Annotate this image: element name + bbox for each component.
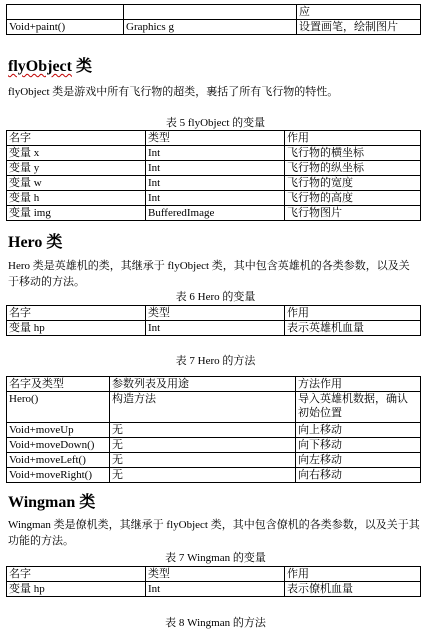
table-cell: 向左移动	[296, 453, 421, 468]
table-cell: Int	[146, 176, 285, 191]
wingman-variables-table	[6, 566, 421, 597]
column-header: 类型	[146, 306, 285, 321]
table-cell: Int	[146, 161, 285, 176]
column-header: 方法作用	[296, 377, 421, 392]
table-row	[7, 5, 421, 20]
table-cell: Int	[146, 321, 285, 336]
table-cell: Graphics g	[124, 20, 297, 35]
table-header-row	[7, 131, 421, 146]
table-cell: 变量 w	[7, 176, 146, 191]
table-row	[7, 582, 421, 597]
table-cell: 应	[297, 5, 421, 20]
column-header: 作用	[285, 306, 421, 321]
table-cell: 表示僚机血量	[285, 582, 421, 597]
table-cell: Void+paint()	[7, 20, 124, 35]
table-cell: 无	[110, 423, 296, 438]
table-cell: 无	[110, 453, 296, 468]
table7-caption: 表 7 Hero 的方法	[175, 355, 256, 367]
hero-paragraph: Hero 类是英雄机的类，其继承于 flyObject 类，其中包含英雄机的各类参数，以及关于移动的方法。	[8, 260, 410, 288]
column-header: 名字	[7, 567, 146, 582]
table-header-row	[7, 306, 421, 321]
paint-method-table	[6, 4, 421, 35]
heading-suffix: 类	[75, 494, 96, 511]
table-cell: 变量 hp	[7, 321, 146, 336]
table-cell: 变量 img	[7, 206, 146, 221]
table-row	[7, 453, 421, 468]
column-header: 名字	[7, 306, 146, 321]
column-header: 类型	[146, 567, 285, 582]
table7-wingman-caption: 表 7 Wingman 的变量	[165, 552, 266, 564]
column-header: 作用	[285, 567, 421, 582]
column-header: 名字及类型	[7, 377, 110, 392]
table-cell: 飞行物图片	[285, 206, 421, 221]
table-cell: 飞行物的宽度	[285, 176, 421, 191]
table-cell: 无	[110, 438, 296, 453]
column-header: 名字	[7, 131, 146, 146]
flyobject-variables-table	[6, 130, 421, 221]
table-cell: 变量 x	[7, 146, 146, 161]
table-cell: 向右移动	[296, 468, 421, 483]
table-header-row	[7, 377, 421, 392]
table-row	[7, 161, 421, 176]
hero-variables-table	[6, 305, 421, 336]
table-cell: 无	[110, 468, 296, 483]
flyobject-heading	[8, 57, 92, 77]
heading-suffix: 类	[71, 58, 92, 75]
table-row	[7, 392, 421, 423]
table-row	[7, 468, 421, 483]
table-cell: 导入英雄机数据，确认初始位置	[296, 392, 421, 423]
table-cell: Int	[146, 191, 285, 206]
wingman-heading	[8, 493, 95, 513]
table-row	[7, 176, 421, 191]
table-cell: BufferedImage	[146, 206, 285, 221]
table8-caption: 表 8 Wingman 的方法	[165, 617, 266, 629]
table-row	[7, 423, 421, 438]
table-row	[7, 191, 421, 206]
table6-caption: 表 6 Hero 的变量	[175, 291, 256, 303]
heading-class-name: Wingman	[8, 494, 76, 511]
table-row	[7, 206, 421, 221]
table-row	[7, 321, 421, 336]
table-cell: 变量 y	[7, 161, 146, 176]
hero-heading: Hero 类	[8, 234, 63, 251]
table-cell	[7, 5, 124, 20]
table-cell: 飞行物的横坐标	[285, 146, 421, 161]
column-header: 类型	[146, 131, 285, 146]
table-row	[7, 438, 421, 453]
table-cell: 表示英雄机血量	[285, 321, 421, 336]
hero-methods-table	[6, 376, 421, 483]
heading-class-name: flyObject	[8, 58, 72, 75]
table-row	[7, 20, 421, 35]
table-cell: Void+moveLeft()	[7, 453, 110, 468]
column-header: 参数列表及用途	[110, 377, 296, 392]
table-cell: Void+moveDown()	[7, 438, 110, 453]
flyobject-paragraph: flyObject 类是游戏中所有飞行物的超类，裹括了所有飞行物的特性。	[8, 86, 339, 98]
table-cell: 飞行物的纵坐标	[285, 161, 421, 176]
table-cell: Int	[146, 146, 285, 161]
table-row	[7, 146, 421, 161]
table-cell: 飞行物的高度	[285, 191, 421, 206]
table-cell: Int	[146, 582, 285, 597]
table-cell	[124, 5, 297, 20]
table5-caption: 表 5 flyObject 的变量	[165, 117, 266, 129]
table-cell: 向上移动	[296, 423, 421, 438]
table-cell: Void+moveRight()	[7, 468, 110, 483]
table-cell: 构造方法	[110, 392, 296, 423]
wingman-paragraph: Wingman 类是僚机类，其继承于 flyObject 类，其中包含僚机的各类参数，以及关于其功能的方法。	[8, 519, 420, 547]
table-cell: 设置画笔，绘制图片	[297, 20, 421, 35]
table-cell: 变量 hp	[7, 582, 146, 597]
table-header-row	[7, 567, 421, 582]
table-cell: 变量 h	[7, 191, 146, 206]
table-cell: 向下移动	[296, 438, 421, 453]
table-cell: Hero()	[7, 392, 110, 423]
column-header: 作用	[285, 131, 421, 146]
table-cell: Void+moveUp	[7, 423, 110, 438]
